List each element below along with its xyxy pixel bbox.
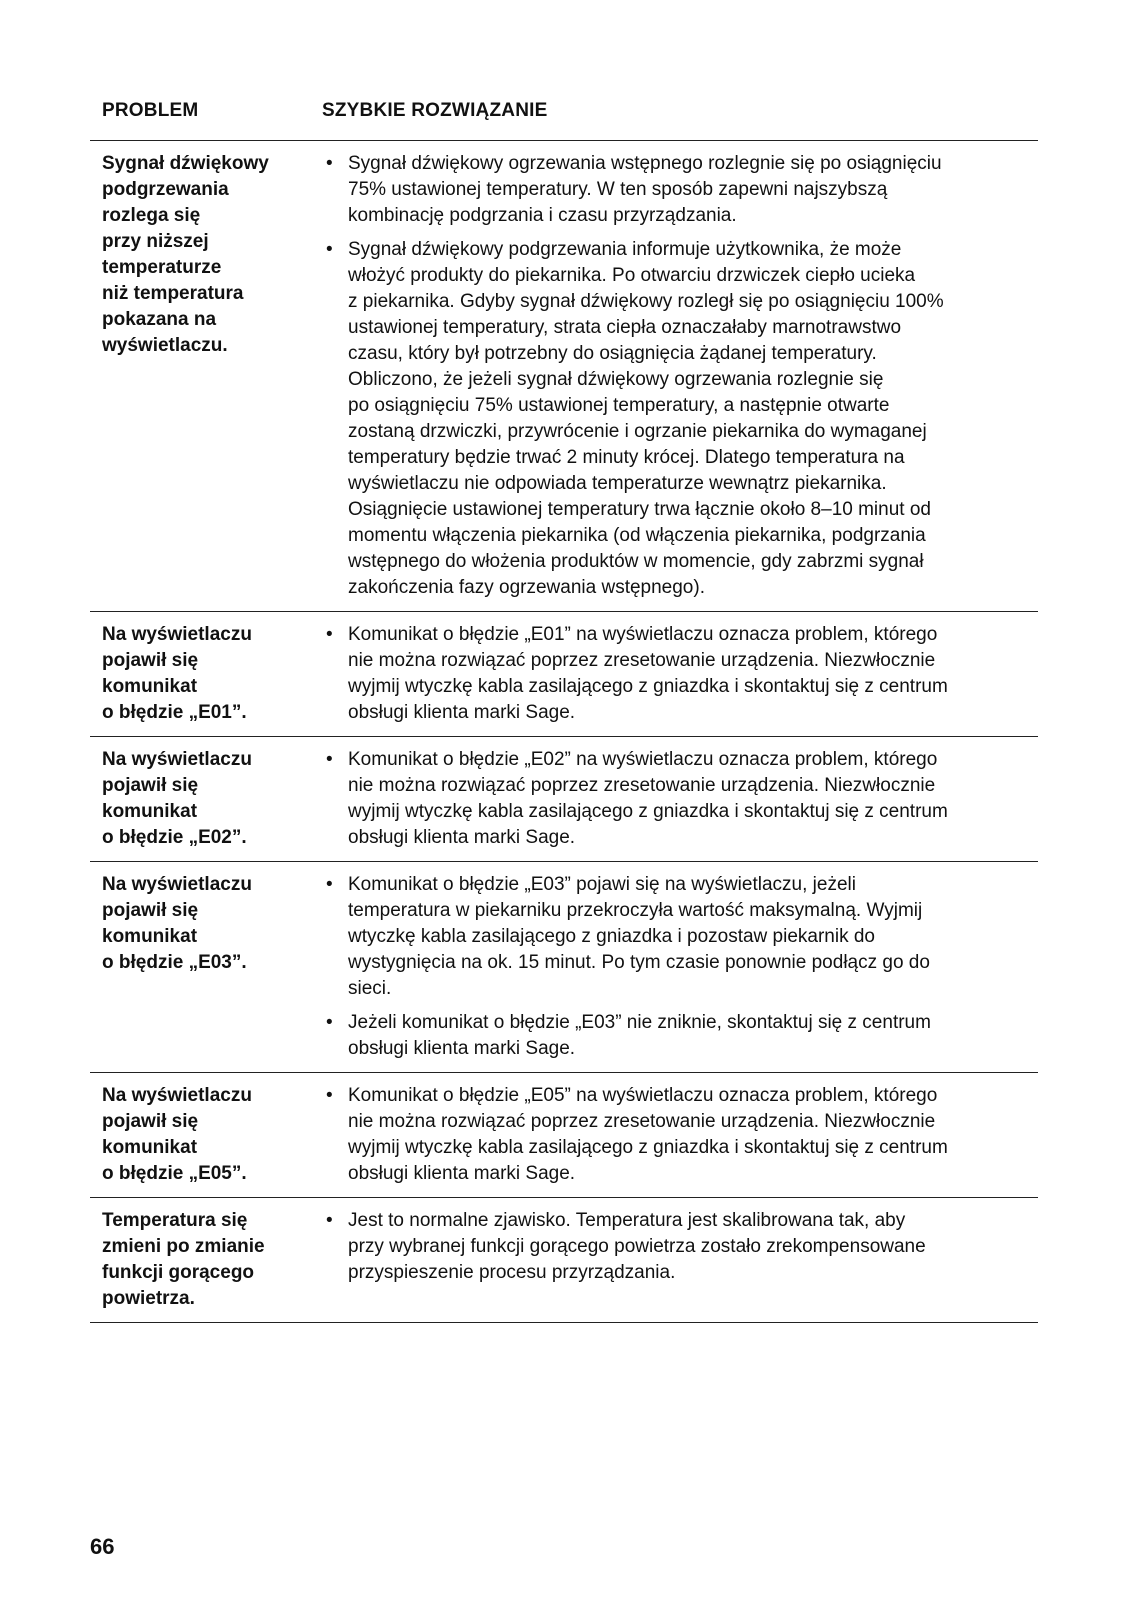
problem-text: wyświetlaczu. [102, 335, 228, 356]
bullet-icon: • [326, 874, 333, 895]
problem-cell [90, 151, 314, 601]
solution-text: Obliczono, że jeżeli sygnał dźwiękowy ogrzewania rozlegnie się [348, 369, 884, 390]
problem-text: niż temperatura [102, 283, 244, 304]
header-solution: SZYBKIE ROZWIĄZANIE [322, 100, 548, 121]
problem-text: komunikat [102, 676, 198, 697]
problem-text: o błędzie „E05”. [102, 1163, 247, 1184]
solution-bullet [322, 622, 1038, 726]
bullet-icon: • [326, 153, 333, 174]
solution-text: wyświetlaczu nie odpowiada temperaturze wewnątrz piekarnika. [348, 473, 887, 494]
problem-text: pojawił się [102, 1111, 199, 1132]
problem-text: o błędzie „E03”. [102, 952, 247, 973]
table-row [90, 141, 1038, 612]
problem-text: Sygnał dźwiękowy [102, 153, 269, 174]
problem-text: Na wyświetlaczu [102, 874, 252, 895]
bullet-icon: • [326, 749, 333, 770]
problem-cell [90, 1208, 314, 1312]
problem-text: przy niższej [102, 231, 209, 252]
problem-text: rozlega się [102, 205, 201, 226]
troubleshooting-table [90, 98, 1038, 1323]
solution-bullet [322, 237, 1038, 601]
solution-list [322, 872, 1038, 1062]
bullet-icon: • [326, 239, 333, 260]
solution-text: wtyczkę kabla zasilającego z gniazdka i pozostaw piekarnik do [348, 926, 875, 947]
solution-cell [314, 1083, 1038, 1187]
solution-text: temperatury będzie trwać 2 minuty krócej. Dlatego temperatura na [348, 447, 905, 468]
solution-text: nie można rozwiązać poprzez zresetowanie urządzenia. Niezwłocznie [348, 1111, 936, 1132]
solution-text: 75% ustawionej temperatury. W ten sposób zapewni najszybszą [348, 179, 888, 200]
problem-text: o błędzie „E01”. [102, 702, 247, 723]
problem-text: temperaturze [102, 257, 222, 278]
solution-text: Komunikat o błędzie „E01” na wyświetlaczu oznacza problem, którego [348, 624, 938, 645]
table-body [90, 141, 1038, 1323]
problem-cell [90, 747, 314, 851]
problem-cell [90, 872, 314, 1062]
bullet-icon: • [326, 1012, 333, 1033]
solution-text: czasu, który był potrzebny do osiągnięcia żądanej temperatury. [348, 343, 877, 364]
solution-text: zostaną drzwiczki, przywrócenie i ogrzanie piekarnika do wymaganej [348, 421, 927, 442]
solution-text: wyjmij wtyczkę kabla zasilającego z gniazdka i skontaktuj się z centrum [348, 1137, 948, 1158]
table-row [90, 1198, 1038, 1323]
solution-text: włożyć produkty do piekarnika. Po otwarciu drzwiczek ciepło ucieka [348, 265, 916, 286]
table-row [90, 862, 1038, 1073]
solution-text: przyspieszenie procesu przyrządzania. [348, 1262, 676, 1283]
solution-text: wyjmij wtyczkę kabla zasilającego z gniazdka i skontaktuj się z centrum [348, 676, 948, 697]
solution-text: kombinację podgrzania i czasu przyrządzania. [348, 205, 737, 226]
solution-text: temperatura w piekarniku przekroczyła wartość maksymalną. Wyjmij [348, 900, 923, 921]
problem-text: pojawił się [102, 650, 199, 671]
problem-text: pokazana na [102, 309, 217, 330]
problem-text: zmieni po zmianie [102, 1236, 265, 1257]
solution-text: zakończenia fazy ogrzewania wstępnego). [348, 577, 705, 598]
bullet-icon: • [326, 624, 333, 645]
solution-cell [314, 872, 1038, 1062]
solution-text: po osiągnięciu 75% ustawionej temperatury, a następnie otwarte [348, 395, 890, 416]
solution-text: obsługi klienta marki Sage. [348, 702, 576, 723]
problem-text: Na wyświetlaczu [102, 624, 252, 645]
solution-bullet [322, 151, 1038, 229]
solution-text: wyjmij wtyczkę kabla zasilającego z gniazdka i skontaktuj się z centrum [348, 801, 948, 822]
problem-text: powietrza. [102, 1288, 195, 1309]
problem-text: o błędzie „E02”. [102, 827, 247, 848]
solution-list [322, 1083, 1038, 1187]
solution-text: nie można rozwiązać poprzez zresetowanie urządzenia. Niezwłocznie [348, 650, 936, 671]
solution-text: Sygnał dźwiękowy podgrzewania informuje użytkownika, że może [348, 239, 902, 260]
solution-text: Jest to normalne zjawisko. Temperatura jest skalibrowana tak, aby [348, 1210, 906, 1231]
solution-text: Osiągnięcie ustawionej temperatury trwa łącznie około 8–10 minut od [348, 499, 931, 520]
bullet-icon: • [326, 1210, 333, 1231]
solution-text: momentu włączenia piekarnika (od włączenia piekarnika, podgrzania [348, 525, 926, 546]
table-header [90, 98, 1038, 141]
solution-text: obsługi klienta marki Sage. [348, 1163, 576, 1184]
problem-text: podgrzewania [102, 179, 229, 200]
solution-list [322, 747, 1038, 851]
solution-list [322, 622, 1038, 726]
solution-text: Jeżeli komunikat o błędzie „E03” nie zniknie, skontaktuj się z centrum [348, 1012, 931, 1033]
solution-text: sieci. [348, 978, 392, 999]
solution-text: ustawionej temperatury, strata ciepła oznaczałaby marnotrawstwo [348, 317, 902, 338]
solution-bullet [322, 1083, 1038, 1187]
solution-bullet [322, 872, 1038, 1002]
solution-text: Komunikat o błędzie „E05” na wyświetlaczu oznacza problem, którego [348, 1085, 938, 1106]
solution-text: obsługi klienta marki Sage. [348, 827, 576, 848]
problem-cell [90, 622, 314, 726]
problem-text: komunikat [102, 801, 198, 822]
solution-list [322, 1208, 1038, 1286]
solution-bullet [322, 1010, 1038, 1062]
solution-cell [314, 1208, 1038, 1312]
solution-cell [314, 151, 1038, 601]
problem-text: funkcji gorącego [102, 1262, 255, 1283]
table-row [90, 737, 1038, 862]
page-number: 66 [90, 1534, 115, 1559]
problem-text: komunikat [102, 1137, 198, 1158]
solution-bullet [322, 747, 1038, 851]
solution-text: wystygnięcia na ok. 15 minut. Po tym czasie ponownie podłącz go do [348, 952, 930, 973]
solution-text: Komunikat o błędzie „E03” pojawi się na wyświetlaczu, jeżeli [348, 874, 856, 895]
solution-bullet [322, 1208, 1038, 1286]
problem-text: komunikat [102, 926, 198, 947]
solution-text: przy wybranej funkcji gorącego powietrza zostało zrekompensowane [348, 1236, 926, 1257]
problem-text: Temperatura się [102, 1210, 248, 1231]
problem-text: Na wyświetlaczu [102, 749, 252, 770]
problem-cell [90, 1083, 314, 1187]
solution-list [322, 151, 1038, 601]
solution-text: wstępnego do włożenia produktów w momencie, gdy zabrzmi sygnał [348, 551, 924, 572]
table-row [90, 1073, 1038, 1198]
solution-text: z piekarnika. Gdyby sygnał dźwiękowy rozległ się po osiągnięciu 100% [348, 291, 944, 312]
solution-text: obsługi klienta marki Sage. [348, 1038, 576, 1059]
header-problem: PROBLEM [102, 100, 199, 121]
solution-cell [314, 622, 1038, 726]
solution-text: nie można rozwiązać poprzez zresetowanie urządzenia. Niezwłocznie [348, 775, 936, 796]
problem-text: pojawił się [102, 775, 199, 796]
solution-text: Sygnał dźwiękowy ogrzewania wstępnego rozlegnie się po osiągnięciu [348, 153, 942, 174]
solution-text: Komunikat o błędzie „E02” na wyświetlaczu oznacza problem, którego [348, 749, 938, 770]
bullet-icon: • [326, 1085, 333, 1106]
problem-text: Na wyświetlaczu [102, 1085, 252, 1106]
table-row [90, 612, 1038, 737]
solution-cell [314, 747, 1038, 851]
problem-text: pojawił się [102, 900, 199, 921]
